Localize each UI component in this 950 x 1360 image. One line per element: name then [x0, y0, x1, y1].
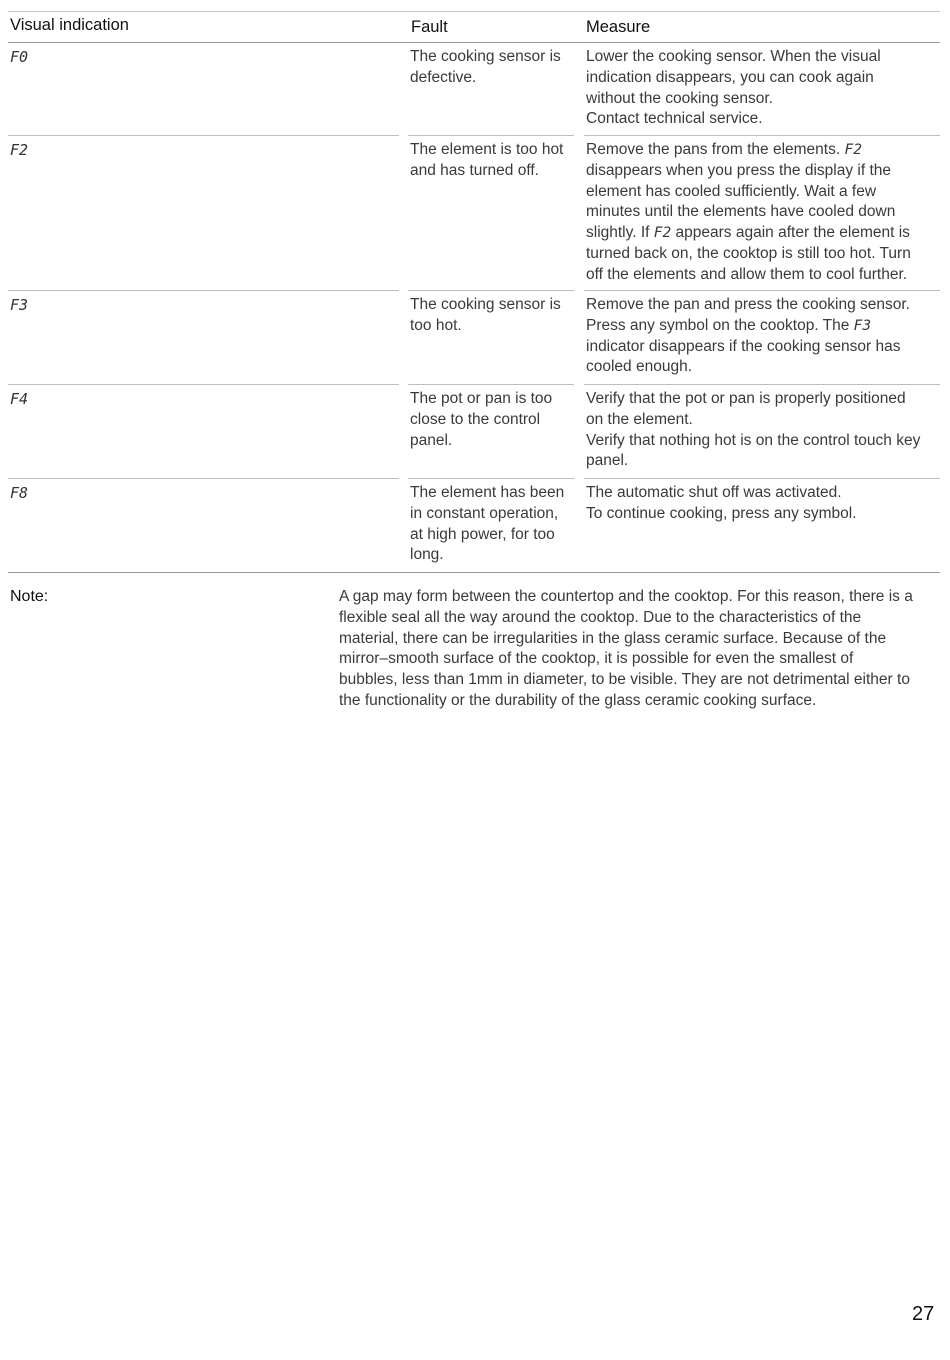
note-label: Note: [10, 588, 49, 605]
measure-line: Contact technical service. [586, 110, 763, 128]
display-code: F3 [10, 296, 29, 314]
measure-line: Press any symbol on the cooktop. The F3 [586, 316, 872, 334]
measure-line: slightly. If F2 appears again after the element is [586, 224, 910, 242]
measure-cell [586, 140, 940, 286]
fault-cell [410, 483, 578, 566]
note-line: flexible seal all the way around the cooktop. Due to the characteristics of the [339, 608, 862, 626]
fault-line: The element has been [410, 484, 565, 501]
note-line: the functionality or the durability of the glass ceramic cooking surface. [339, 691, 817, 709]
display-code-inline: F2 [844, 142, 862, 158]
fault-line: in constant operation, [410, 504, 559, 522]
fault-line: long. [410, 546, 444, 564]
fault-cell [410, 295, 578, 337]
display-code: F0 [10, 48, 29, 66]
measure-cell [586, 483, 940, 525]
table-header [8, 12, 940, 43]
fault-cell [410, 140, 578, 182]
fault-line: close to the control [410, 410, 541, 428]
fault-line: defective. [410, 68, 477, 86]
display-code: F2 [10, 141, 29, 159]
measure-line: off the elements and allow them to cool further. [586, 265, 908, 283]
fault-line: The pot or pan is too [410, 390, 553, 407]
measure-line: panel. [586, 452, 629, 470]
fault-table [8, 12, 940, 573]
fault-line: The cooking sensor is [410, 48, 561, 65]
measure-line: Verify that nothing hot is on the control touch key [586, 431, 921, 449]
measure-line: cooled enough. [586, 358, 693, 376]
fault-line: panel. [410, 431, 453, 449]
note-line: bubbles, less than 1mm in diameter, to be visible. They are not detrimental either to [339, 671, 910, 689]
table-row [8, 385, 940, 479]
note-text [339, 587, 942, 712]
table-row [8, 479, 940, 573]
fault-line: and has turned off. [410, 161, 539, 179]
measure-line: indicator disappears if the cooking sensor has [586, 337, 901, 355]
measure-cell [586, 389, 940, 472]
measure-line: Remove the pan and press the cooking sensor. [586, 296, 910, 313]
table-row [8, 43, 940, 136]
note-line: material, there can be irregularities in the glass ceramic surface. Because of the [339, 629, 887, 647]
fault-line: at high power, for too [410, 525, 555, 543]
header-fault: Fault [411, 18, 448, 36]
measure-line: on the element. [586, 410, 693, 428]
note-line: A gap may form between the countertop and the cooktop. For this reason, there is a [339, 588, 913, 605]
measure-line: indication disappears, you can cook again [586, 68, 874, 86]
fault-line: The cooking sensor is [410, 296, 561, 313]
measure-line: Verify that the pot or pan is properly positioned [586, 390, 906, 407]
measure-line: To continue cooking, press any symbol. [586, 504, 857, 522]
table-bottom-rule [8, 572, 940, 573]
measure-line: minutes until the elements have cooled down [586, 203, 896, 221]
measure-line: without the cooking sensor. [586, 89, 773, 107]
measure-line: Lower the cooking sensor. When the visual [586, 48, 881, 65]
measure-line: Remove the pans from the elements. F2 [586, 141, 862, 158]
measure-line: element has cooled sufficiently. Wait a few [586, 182, 877, 200]
display-code: F4 [10, 390, 29, 408]
fault-line: too hot. [410, 316, 462, 334]
display-code: F8 [10, 484, 29, 502]
header-visual-indication: Visual indication [10, 16, 129, 34]
fault-line: The element is too hot [410, 141, 564, 158]
display-code-inline: F2 [653, 225, 672, 242]
fault-cell [410, 389, 578, 451]
header-measure: Measure [586, 18, 651, 36]
measure-cell [586, 295, 940, 378]
measure-line: The automatic shut off was activated. [586, 484, 842, 501]
fault-cell [410, 47, 578, 89]
measure-line: turned back on, the cooktop is still too hot. Turn [586, 244, 911, 262]
measure-cell [586, 47, 940, 130]
table-row [8, 291, 940, 385]
display-code-inline: F3 [853, 317, 872, 334]
measure-line: disappears when you press the display if the [586, 161, 892, 179]
table-row [8, 136, 940, 291]
note-line: mirror–smooth surface of the cooktop, it is possible for even the smallest of [339, 650, 854, 668]
page-number: 27 [912, 1303, 935, 1325]
